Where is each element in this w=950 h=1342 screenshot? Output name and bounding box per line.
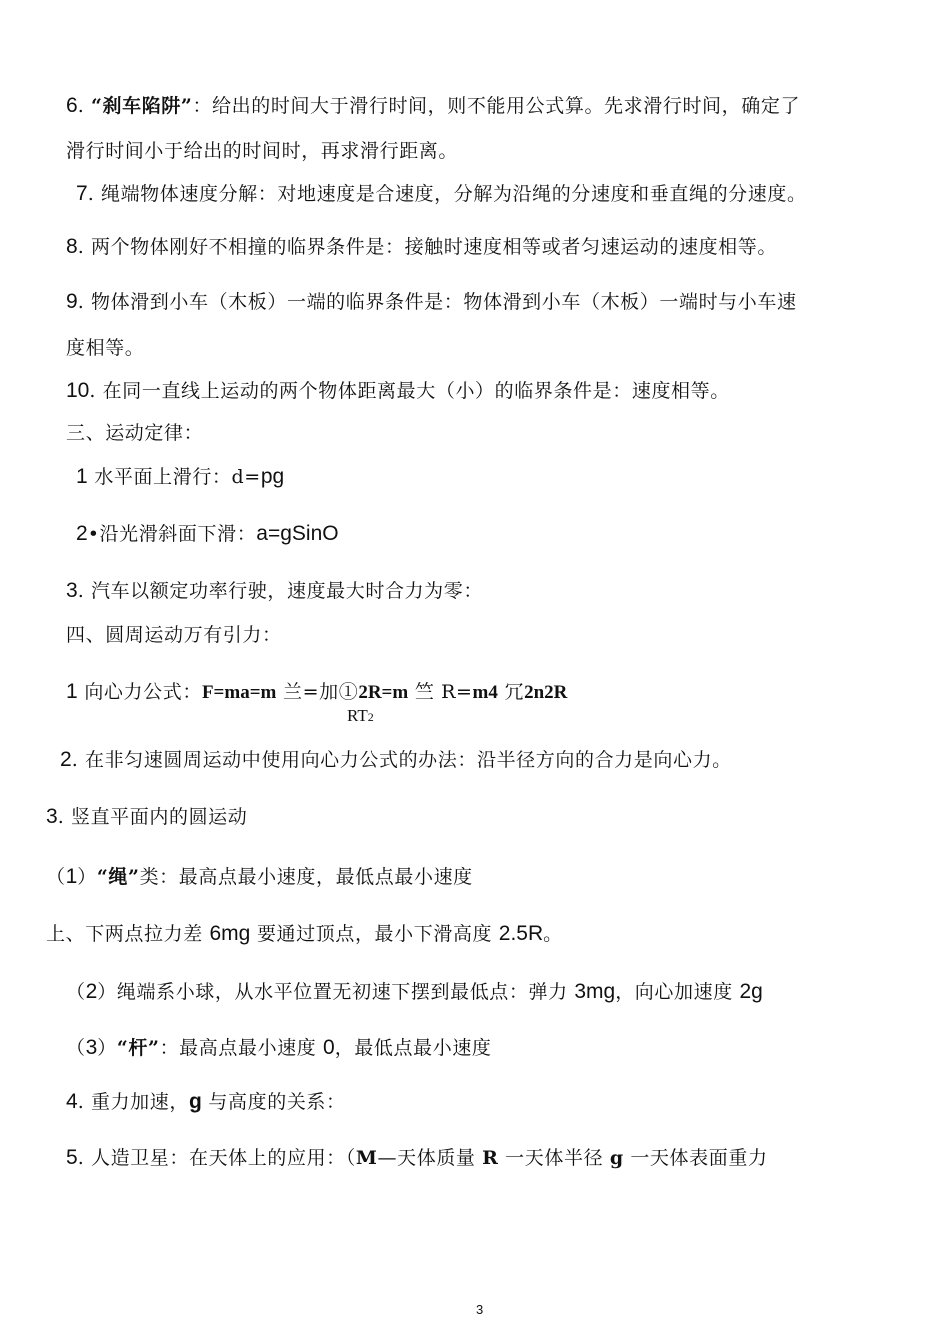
- circular-4: 4. 重力加速，g 与高度的关系：: [66, 1090, 346, 1113]
- circular-3-pendulum: （2）绳端系小球，从水平位置无初速下摆到最低点：弹力 3mg，向心加速度 2g: [66, 980, 763, 1003]
- formula-denominator: RT2: [347, 706, 374, 725]
- motion-law-1: 1 水平面上滑行：d=pg: [76, 465, 285, 488]
- page-number: 3: [476, 1302, 484, 1317]
- item-9-line-2: 度相等。: [66, 337, 145, 359]
- circular-3-rope-detail: 上、下两点拉力差 6mg 要通过顶点，最小下滑高度 2.5R。: [46, 922, 563, 945]
- section-heading-motion-laws: 三、运动定律：: [66, 422, 204, 444]
- circular-3-rope: （1）“绳”类：最高点最小速度，最低点最小速度: [46, 865, 473, 888]
- item-6-line-1: 6. “刹车陷阱”：给出的时间大于滑行时间，则不能用公式算。先求滑行时间，确定了: [66, 94, 801, 117]
- section-heading-circular-motion: 四、圆周运动万有引力：: [66, 624, 282, 646]
- circular-2: 2. 在非匀速圆周运动中使用向心力公式的办法：沿半径方向的合力是向心力。: [60, 748, 732, 771]
- item-9-line-1: 9. 物体滑到小车（木板）一端的临界条件是：物体滑到小车（木板）一端时与小车速: [66, 290, 797, 313]
- motion-law-3: 3. 汽车以额定功率行驶，速度最大时合力为零：: [66, 579, 483, 602]
- circular-5: 5. 人造卫星：在天体上的应用：（M—天体质量 R 一天体半径 g 一天体表面重力: [66, 1146, 768, 1169]
- item-8: 8. 两个物体刚好不相撞的临界条件是：接触时速度相等或者匀速运动的速度相等。: [66, 235, 777, 258]
- item-10: 10. 在同一直线上运动的两个物体距离最大（小）的临界条件是：速度相等。: [66, 379, 730, 402]
- motion-law-2: 2•沿光滑斜面下滑：a=gSinO: [76, 522, 339, 545]
- circular-3-rod: （3）“杆”：最高点最小速度 0，最低点最小速度: [66, 1036, 492, 1059]
- item-7: 7. 绳端物体速度分解：对地速度是合速度，分解为沿绳的分速度和垂直绳的分速度。: [76, 182, 807, 205]
- item-6-line-2: 滑行时间小于给出的时间时，再求滑行距离。: [66, 140, 459, 162]
- circular-3: 3. 竖直平面内的圆运动: [46, 805, 248, 828]
- centripetal-force-formula: 1 向心力公式：F=ma=m 兰=加①2R=m 竺 R=m4 冗2n2R: [66, 680, 568, 703]
